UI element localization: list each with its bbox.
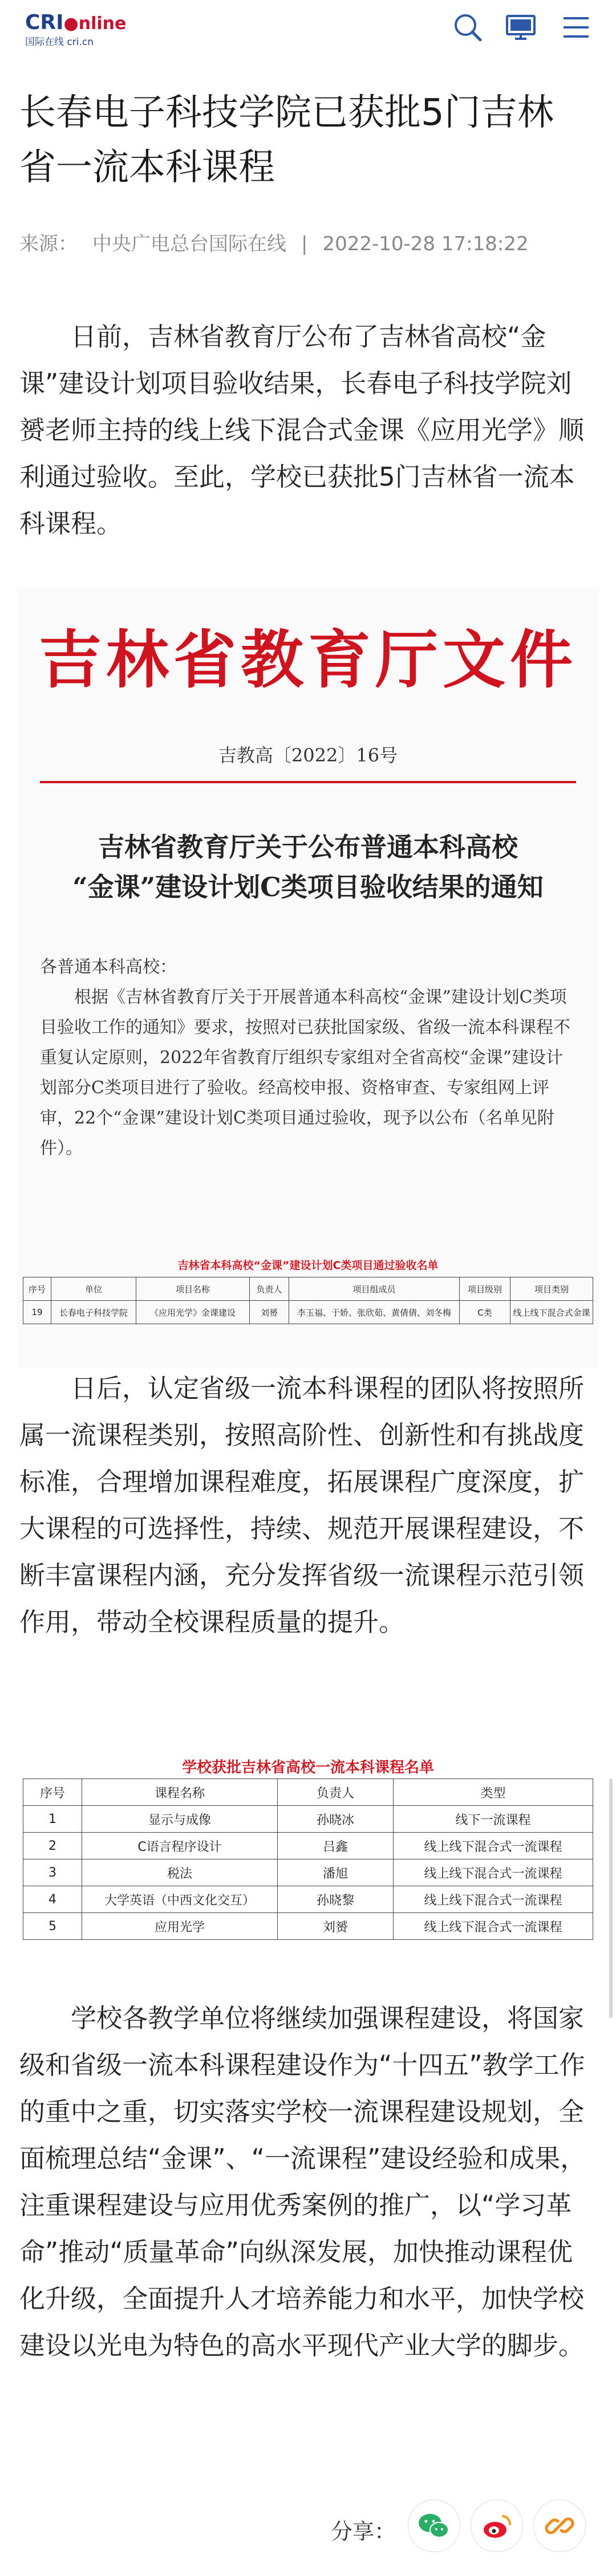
weibo-icon (471, 2500, 522, 2551)
doc-results-table (23, 1277, 593, 1324)
table-cell: 潘旭 (278, 1859, 394, 1886)
table-header-row (23, 1779, 593, 1806)
table-cell: 5 (23, 1913, 82, 1940)
doc-red-rule (40, 781, 576, 783)
course-table-caption: 学校获批吉林省高校一流本科课程名单 (181, 1759, 434, 1776)
table-header: 序号 (23, 1277, 51, 1301)
table-header: 项目级别 (460, 1277, 510, 1301)
table-row (23, 1806, 593, 1833)
table-cell: C类 (460, 1301, 510, 1324)
doc-title: 吉林省教育厅文件 (39, 623, 577, 697)
doc-table-caption: 吉林省本科高校“金课”建设计划C类项目通过验收名单 (177, 1259, 439, 1272)
table-cell: 线上线下混合式金课 (510, 1301, 593, 1324)
doc-salutation: 各普通本科高校： (40, 957, 177, 977)
table-row (23, 1913, 593, 1940)
article-date: 2022-10-28 17:18:22 (322, 233, 529, 255)
table-cell: 线上线下混合式一流课程 (394, 1859, 593, 1886)
weibo-share-button[interactable] (471, 2500, 523, 2552)
table-cell: 刘赟 (278, 1913, 394, 1940)
table-cell: 线下一流课程 (394, 1806, 593, 1833)
table-header: 负责人 (250, 1277, 289, 1301)
notice-document-image (17, 587, 599, 1368)
copy-link-button[interactable] (533, 2500, 586, 2552)
logo-subtitle: 国际在线 cri.cn (25, 36, 94, 48)
doc-heading-line1: 吉林省教育厅关于公布普通本科高校 (98, 832, 518, 862)
wechat-share-button[interactable] (408, 2500, 460, 2552)
table-header: 序号 (23, 1779, 82, 1806)
table-cell: 刘赟 (250, 1301, 289, 1324)
table-row (23, 1886, 593, 1913)
menu-icon[interactable] (559, 10, 593, 44)
source-label: 来源： (19, 233, 78, 255)
table-cell: 4 (23, 1886, 82, 1913)
table-cell: 2 (23, 1833, 82, 1859)
table-cell: 应用光学 (82, 1913, 278, 1940)
table-cell: 1 (23, 1806, 82, 1833)
table-header: 项目组成员 (289, 1277, 460, 1301)
table-cell: 《应用光学》金课建设 (136, 1301, 250, 1324)
wechat-icon (408, 2500, 460, 2551)
article-meta (19, 228, 544, 256)
doc-heading-line2: “金课”建设计划C类项目验收结果的通知 (72, 872, 544, 902)
article-source: 中央广电总台国际在线 (92, 233, 286, 255)
table-row (23, 1859, 593, 1886)
cri-online-logo[interactable] (25, 13, 126, 48)
paragraph-outlook: 学校各教学单位将继续加强课程建设，将国家级和省级一流本科课程建设作为“十四五”教学工作的重中之重，切实落实学校一流课程建设规划，全面梳理总结“金课”、“一流课程”建设经验和成果，注重课程建设与应用优秀案例的推广，以“学习革命”推动“质量革命”向纵深发展，加快推动课程优化升级，全面提升人才培养能力和水平，加快学校建设以光电为特色的高水平现代产业大学的脚步。 (19, 2003, 586, 2361)
meta-divider: | (301, 233, 308, 255)
table-header: 课程名称 (82, 1779, 278, 1806)
search-icon[interactable] (451, 10, 485, 44)
table-cell: 大学英语（中西文化交互） (82, 1886, 278, 1913)
paragraph-intro: 日前，吉林省教育厅公布了吉林省高校“金课”建设计划项目验收结果，长春电子科技学院刘赟老师主持的线上线下混合式金课《应用光学》顺利通过验收。至此，学校已获批5门吉林省一流本科课程。 (19, 322, 585, 539)
table-header: 负责人 (278, 1779, 394, 1806)
site-header (0, 0, 616, 57)
table-cell: 李玉福、于娇、张欣茹、黄倩倩、刘冬梅 (289, 1301, 460, 1324)
table-row (23, 1833, 593, 1859)
course-list-table (23, 1779, 593, 1940)
table-cell: 线上线下混合式一流课程 (394, 1833, 593, 1859)
doc-body: 根据《吉林省教育厅关于开展普通本科高校“金课”建设计划C类项目验收工作的通知》要求，按照对已获批国家级、省级一流本科课程不重复认定原则，2022年省教育厅组织专家组对全省高校“金课”建设计划部分C类项目进行了验收。经高校申报、资格审查、专家组网上评审，22个“金课”建设计划C类项目通过验收，现予以公布（名单见附件）。 (40, 987, 570, 1158)
table-cell: 线上线下混合式一流课程 (394, 1886, 593, 1913)
table-cell: 线上线下混合式一流课程 (394, 1913, 593, 1940)
link-icon (534, 2500, 585, 2551)
table-header: 项目名称 (136, 1277, 250, 1301)
table-cell: 吕鑫 (278, 1833, 394, 1859)
table-cell: 显示与成像 (82, 1806, 278, 1833)
logo-wordmark: CRI●nline (25, 11, 127, 34)
table-header-row (23, 1277, 593, 1301)
table-header: 类型 (394, 1779, 593, 1806)
share-label: 分享： (331, 2519, 396, 2544)
table-cell: 长春电子科技学院 (51, 1301, 136, 1324)
doc-number: 吉教高〔2022〕16号 (218, 744, 398, 766)
table-cell: 3 (23, 1859, 82, 1886)
table-cell: 税法 (82, 1859, 278, 1886)
table-row (23, 1301, 593, 1324)
table-cell: 19 (23, 1301, 51, 1324)
table-cell: 孙晓黎 (278, 1886, 394, 1913)
monitor-icon[interactable] (504, 10, 538, 44)
page-scrollbar[interactable] (609, 1779, 613, 2018)
table-cell: 孙晓冰 (278, 1806, 394, 1833)
table-header: 单位 (51, 1277, 136, 1301)
table-header: 项目类别 (510, 1277, 593, 1301)
article-title: 长春电子科技学院已获批5门吉林省一流本科课程 (19, 92, 554, 189)
table-cell: C语言程序设计 (82, 1833, 278, 1859)
paragraph-plans: 日后，认定省级一流本科课程的团队将按照所属一流课程类别，按照高阶性、创新性和有挑战度标准，合理增加课程难度，拓展课程广度深度，扩大课程的可选择性，持续、规范开展课程建设，不断丰富课程内涵，充分发挥省级一流课程示范引领作用，带动全校课程质量的提升。 (19, 1373, 585, 1637)
